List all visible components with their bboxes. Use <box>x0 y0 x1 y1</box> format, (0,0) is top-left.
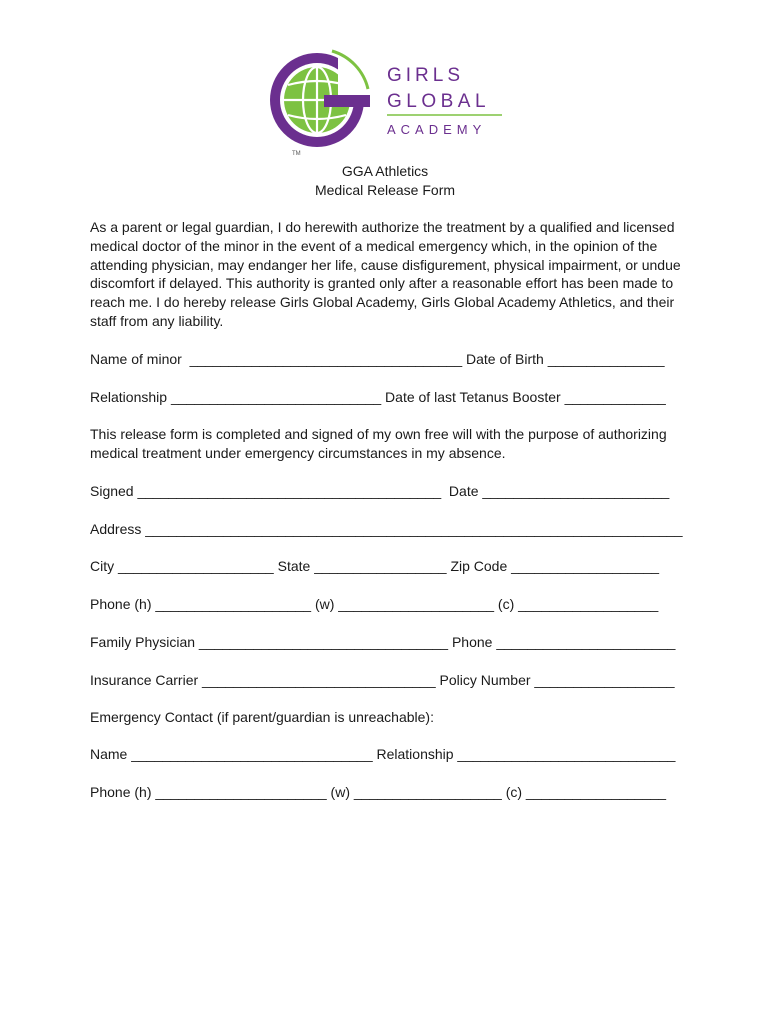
address-line[interactable] <box>90 520 683 538</box>
name-of-minor-line[interactable] <box>90 350 670 368</box>
family-physician-line[interactable] <box>90 633 676 651</box>
signed-line[interactable] <box>90 482 670 500</box>
emergency-contact-heading <box>90 708 670 726</box>
emergency-contact-text: Emergency Contact (if parent/guardian is unreachable): <box>90 709 434 725</box>
name-of-minor-text: Name of minor ___________________________________ Date of Birth _______________ <box>90 351 665 367</box>
signed-text: Signed _______________________________________ Date ________________________ <box>90 483 670 499</box>
family-physician-text: Family Physician ________________________________ Phone _______________________ <box>90 634 676 650</box>
org-name: GGA Athletics <box>341 163 429 179</box>
emergency-name-line[interactable] <box>90 745 676 763</box>
logo-trademark: TM <box>292 151 301 157</box>
phone-line[interactable] <box>90 595 670 613</box>
authorization-paragraph: As a parent or legal guardian, I do herewith authorize the treatment by a qualified and licensed medical doctor of the minor in the event of a medical emergency which, in the opinion of the attending physician, may endanger her life, cause disfigurement, physical impairment, or undue discomfort if delayed. This authority is granted only after a reasonable effort has been made to reach me. I do hereby release Girls Global Academy, Girls Global Academy Athletics, and their staff from any liability. <box>90 219 681 329</box>
emergency-phone-line[interactable] <box>90 783 670 801</box>
form-header <box>0 162 770 200</box>
phone-text: Phone (h) ____________________ (w) ____________________ (c) __________________ <box>90 596 659 612</box>
logo-line-academy: ACADEMY <box>387 122 487 137</box>
form-title: Medical Release Form <box>314 182 456 198</box>
city-state-zip-line[interactable] <box>90 557 670 575</box>
consent-paragraph: This release form is completed and signed of my own free will with the purpose of authorizing medical treatment under emergency circumstances in my absence. <box>90 426 667 461</box>
girls-global-academy-logo <box>262 45 512 160</box>
logo-line-girls: GIRLS <box>387 65 465 86</box>
relationship-text: Relationship ___________________________ Date of last Tetanus Booster _____________ <box>90 389 666 405</box>
city-state-zip-text: City ____________________ State _________________ Zip Code ___________________ <box>90 558 660 574</box>
address-text: Address _____________________________________________________________________ <box>90 521 683 537</box>
insurance-text: Insurance Carrier ______________________________ Policy Number __________________ <box>90 672 675 688</box>
insurance-line[interactable] <box>90 671 675 689</box>
relationship-line[interactable] <box>90 388 670 406</box>
logo-line-global: GLOBAL <box>387 91 491 112</box>
emergency-name-text: Name _______________________________ Relationship ____________________________ <box>90 746 676 762</box>
emergency-phone-text: Phone (h) ______________________ (w) ___________________ (c) __________________ <box>90 784 667 800</box>
